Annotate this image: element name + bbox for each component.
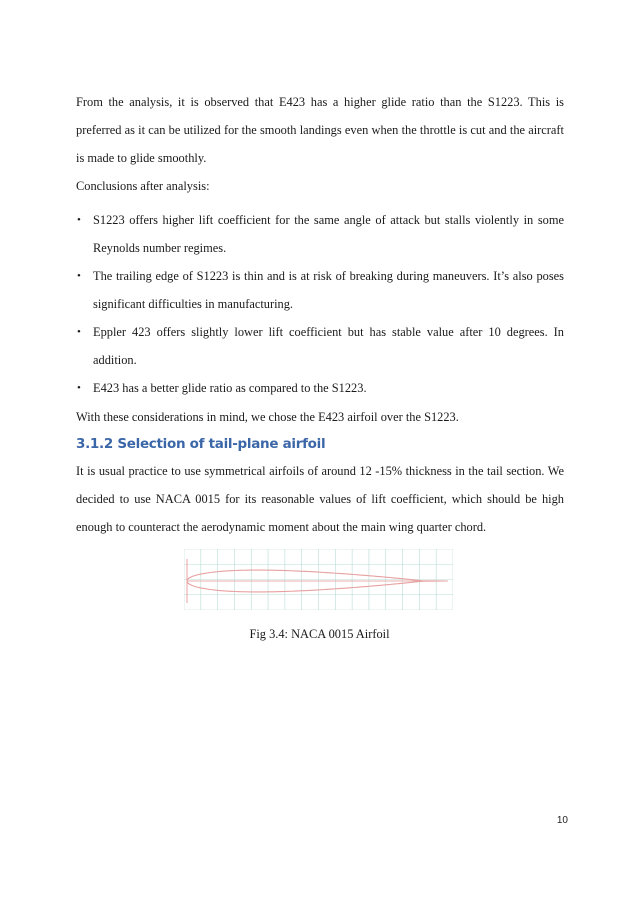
list-item-text: The trailing edge of S1223 is thin and is at risk of breaking during maneuvers. It’s also poses significant difficulties in manufacturing. [93,269,564,311]
naca-0015-airfoil-figure [184,549,453,610]
bullet-icon: • [77,326,81,338]
list-item [76,206,564,261]
conclusions-list [76,206,564,403]
bullet-icon: • [77,270,81,282]
figure-caption: Fig 3.4: NACA 0015 Airfoil [249,627,390,641]
list-item-text: E423 has a better glide ratio as compared to the S1223. [93,381,367,395]
tail-plane-paragraph: It is usual practice to use symmetrical airfoils of around 12 -15% thickness in the tail section. We decided to use NACA 0015 for its reasonable values of lift coefficient, which should be high enough to counteract the aerodynamic moment about the main wing quarter chord. [76,464,564,534]
list-item [76,318,564,373]
list-item [76,374,564,402]
bullet-icon: • [77,382,81,394]
list-item-text: Eppler 423 offers slightly lower lift coefficient but has stable value after 10 degrees. In addition. [93,325,564,367]
closing-sentence: With these considerations in mind, we chose the E423 airfoil over the S1223. [76,410,459,424]
list-item [76,262,564,317]
page-number: 10 [556,815,568,826]
list-item-text: S1223 offers higher lift coefficient for the same angle of attack but stalls violently in some Reynolds number regimes. [93,213,564,255]
conclusions-label: Conclusions after analysis: [76,179,210,193]
bullet-icon: • [77,214,81,226]
section-heading: 3.1.2 Selection of tail-plane airfoil [76,436,326,452]
analysis-paragraph: From the analysis, it is observed that E423 has a higher glide ratio than the S1223. This is preferred as it can be utilized for the smooth landings even when the throttle is cut and the aircraft is made to glide smoothly. [76,95,564,165]
